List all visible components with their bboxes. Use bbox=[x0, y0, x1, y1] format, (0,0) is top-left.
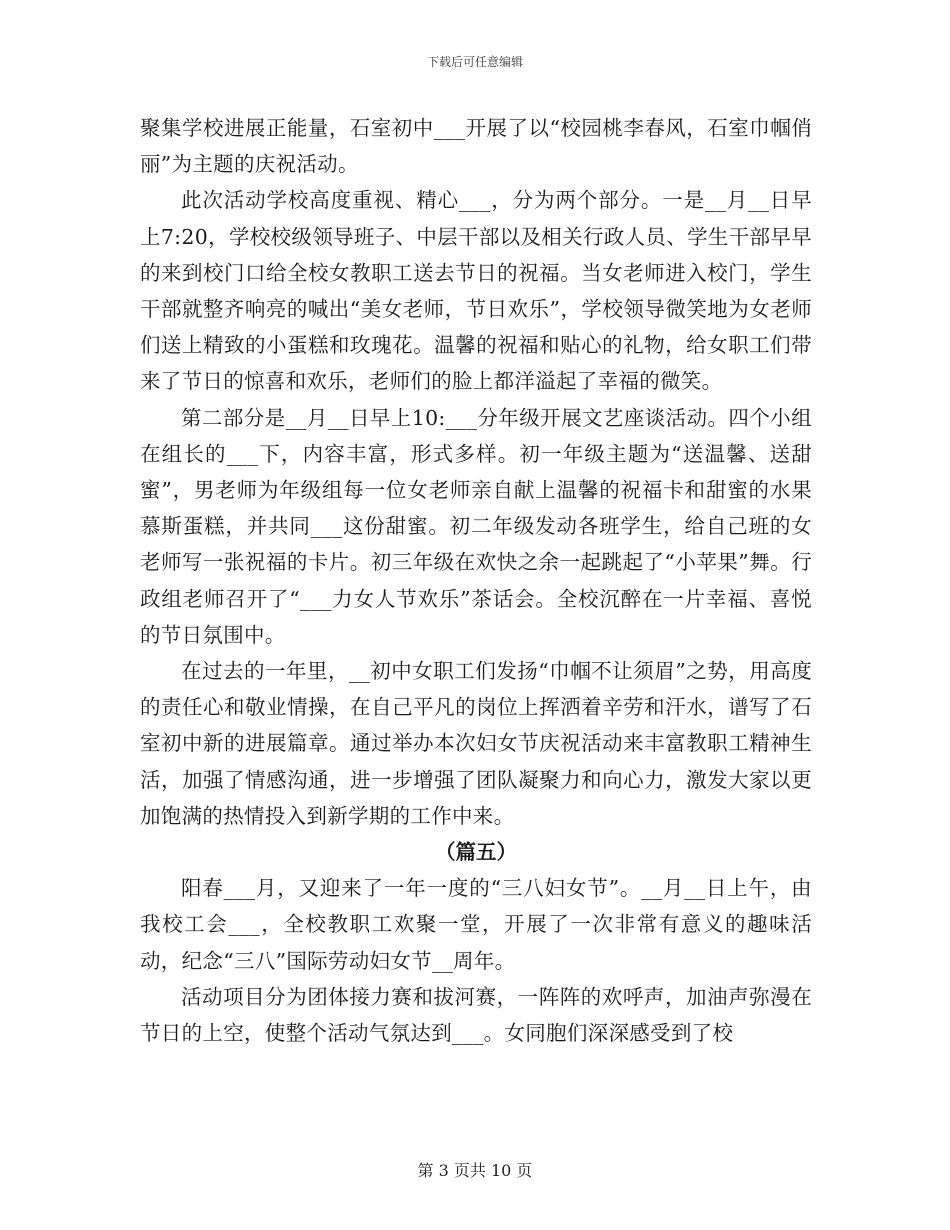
section-title: （篇五） bbox=[435, 840, 517, 865]
paragraph-1: 聚集学校进展正能量，石室初中___开展了以“校园桃李春风，石室巾帼俏丽”为主题的庆祝活动。 bbox=[140, 116, 812, 177]
paragraph-3: 第二部分是__月__日早上10:___分年级开展文艺座谈活动。四个小组在组长的___下，内容丰富，形式多样。初一年级主题为“送温馨、送甜蜜”，男老师为年级组每一位女老师亲自献上温馨的祝福卡和甜蜜的水果慕斯蛋糕，并共同___这份甜蜜。初二年级发动各班学生，给自己班的女老师写一张祝福的卡片。初三年级在欢快之余一起跳起了“小苹果”舞。行政组老师召开了“___力女人节欢乐”茶话会。全校沉醉在一片幸福、喜悦的节日氛围中。 bbox=[140, 405, 812, 647]
section-paragraph-1: 阳春___月，又迎来了一年一度的“三八妇女节”。__月__日上午，由我校工会___，全校教职工欢聚一堂，开展了一次非常有意义的趣味活动，纪念“三八”国际劳动妇女节__周年。 bbox=[140, 876, 812, 973]
paragraph-4: 在过去的一年里，__初中女职工们发扬“巾帼不让须眉”之势，用高度的责任心和敬业情操，在自己平凡的岗位上挥洒着辛劳和汗水，谱写了石室初中新的进展篇章。通过举办本次妇女节庆祝活动来丰富教职工精神生活，加强了情感沟通，进一步增强了团队凝聚力和向心力，激发大家以更加饱满的热情投入到新学期的工作中来。 bbox=[140, 659, 812, 828]
page-header: 下载后可任意编辑 bbox=[426, 55, 523, 69]
page-footer: 第 3 页共 10 页 bbox=[417, 1161, 533, 1180]
paragraph-2: 此次活动学校高度重视、精心___，分为两个部分。一是__月__日早上7:20，学校校级领导班子、中层干部以及相关行政人员、学生干部早早的来到校门口给全校女教职工送去节日的祝福。当女老师进入校门，学生干部就整齐响亮的喊出“美女老师，节日欢乐”，学校领导微笑地为女老师们送上精致的小蛋糕和玫瑰花。温馨的祝福和贴心的礼物，给女职工们带来了节日的惊喜和欢乐，老师们的脸上都洋溢起了幸福的微笑。 bbox=[140, 188, 812, 394]
document-body bbox=[140, 110, 812, 1051]
section-paragraph-2: 活动项目分为团体接力赛和拔河赛，一阵阵的欢呼声，加油声弥漫在节日的上空，使整个活动气氛达到___。女同胞们深深感受到了校 bbox=[140, 984, 812, 1046]
